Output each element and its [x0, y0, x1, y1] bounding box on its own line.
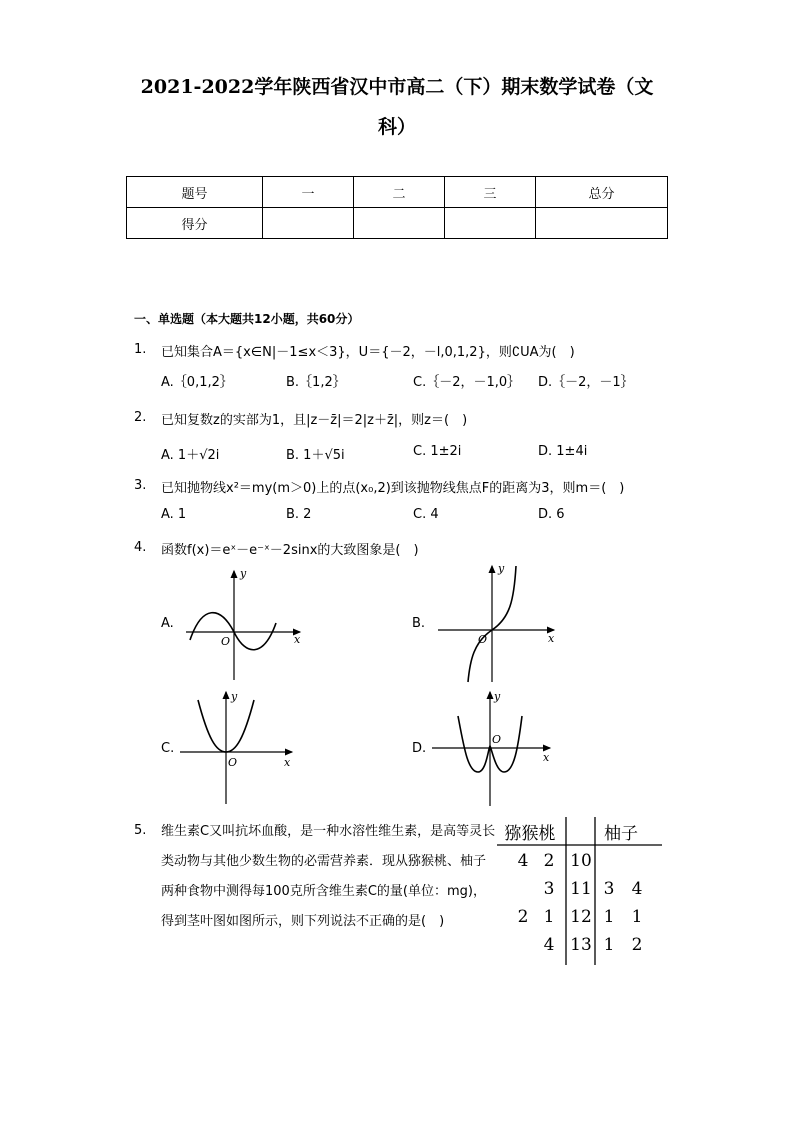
option-c: C.｛－2，－1,0｝ — [413, 375, 521, 390]
score-table-row — [127, 208, 668, 239]
right-title: 柚子 — [604, 824, 638, 844]
leaf: 4 — [631, 879, 643, 899]
leaf: 3 — [543, 879, 555, 899]
page-title-line2: 科） — [377, 116, 416, 138]
option-c: C. 1±2i — [413, 444, 462, 459]
curve — [190, 613, 276, 650]
x-axis-label: x — [294, 633, 301, 646]
score-cell — [445, 208, 536, 239]
stem-leaf-plot — [497, 815, 662, 965]
leaf: 1 — [603, 907, 615, 927]
question-number: 3. — [134, 478, 147, 493]
option-a: A. 1＋√2i — [161, 448, 220, 463]
leaf: 4 — [517, 851, 529, 871]
leaf: 2 — [517, 907, 529, 927]
question-text: 已知抛物线x²＝my(m＞0)上的点(x₀,2)到该抛物线焦点F的距离为3，则m＝( ) — [161, 481, 625, 496]
option-d: D. 1±4i — [538, 444, 588, 459]
question-number: 1. — [134, 342, 147, 357]
stem: 11 — [570, 879, 592, 899]
leaf: 2 — [631, 935, 643, 955]
question-text: 已知集合A＝{x∈N|－1≤x＜3}，U＝{－2，－l,0,1,2}，则∁UA为( ) — [161, 345, 575, 360]
x-axis-label: x — [543, 751, 550, 764]
score-header-cell: 总分 — [536, 177, 668, 208]
y-axis-label: y — [494, 690, 501, 703]
score-table-header-row — [127, 177, 668, 208]
leaf: 1 — [631, 907, 643, 927]
score-header-cell: 题号 — [127, 177, 263, 208]
option-d: D. 6 — [538, 507, 565, 522]
question-number: 5. — [134, 823, 147, 838]
page-title-line1: 2021-2022学年陕西省汉中市高二（下）期末数学试卷（文 — [140, 76, 654, 98]
option-c: C. 4 — [413, 507, 439, 522]
graph-a — [180, 565, 310, 685]
origin-label: O — [478, 633, 488, 646]
score-header-cell: 二 — [354, 177, 445, 208]
leaf: 1 — [543, 907, 555, 927]
option-a: A.｛0,1,2｝ — [161, 375, 233, 390]
stem: 10 — [570, 851, 592, 871]
option-d: D. — [412, 741, 427, 756]
question-text: 函数f(x)＝eˣ－e⁻ˣ－2sinx的大致图象是( ) — [161, 543, 419, 558]
question-text: 维生素C又叫抗坏血酸，是一种水溶性维生素，是高等灵长类动物与其他少数生物的必需营养素．现从猕猴桃、柚子两种食物中测得每100克所含维生素C的量(单位：mg)，得到茎叶图如图所示，则下列说法不正确的是( ) — [161, 824, 496, 929]
leaf: 4 — [543, 935, 555, 955]
origin-label: O — [228, 756, 238, 769]
option-a: A. — [161, 616, 174, 631]
x-axis-label: x — [548, 632, 555, 645]
option-b: B. 1＋√5i — [286, 448, 345, 463]
option-b: B.｛1,2｝ — [286, 375, 346, 390]
score-cell — [263, 208, 354, 239]
score-cell — [536, 208, 668, 239]
score-table — [126, 176, 668, 239]
question-text: 已知复数z的实部为1，且|z－z̄|＝2|z＋z̄|，则z＝( ) — [161, 413, 468, 428]
option-b: B. — [412, 616, 426, 631]
y-axis-label: y — [240, 567, 247, 580]
score-row-label: 得分 — [127, 208, 263, 239]
graph-c — [180, 688, 310, 808]
origin-label: O — [221, 635, 231, 648]
option-c: C. — [161, 741, 175, 756]
score-header-cell: 三 — [445, 177, 536, 208]
graph-d — [428, 688, 558, 810]
y-axis-label: y — [231, 690, 238, 703]
question-number: 4. — [134, 540, 147, 555]
origin-label: O — [492, 733, 502, 746]
stem: 12 — [570, 907, 592, 927]
section-heading: 一、单选题（本大题共12小题，共60分） — [134, 312, 360, 326]
y-axis-label: y — [498, 562, 505, 575]
left-title: 猕猴桃 — [504, 824, 556, 844]
score-cell — [354, 208, 445, 239]
option-a: A. 1 — [161, 507, 187, 522]
stem: 13 — [570, 935, 592, 955]
leaf: 3 — [603, 879, 615, 899]
graph-b — [432, 560, 562, 685]
option-d: D.｛－2，－1｝ — [538, 375, 634, 390]
option-b: B. 2 — [286, 507, 312, 522]
leaf: 2 — [543, 851, 555, 871]
x-axis-label: x — [284, 756, 291, 769]
score-header-cell: 一 — [263, 177, 354, 208]
leaf: 1 — [603, 935, 615, 955]
question-number: 2. — [134, 410, 147, 425]
